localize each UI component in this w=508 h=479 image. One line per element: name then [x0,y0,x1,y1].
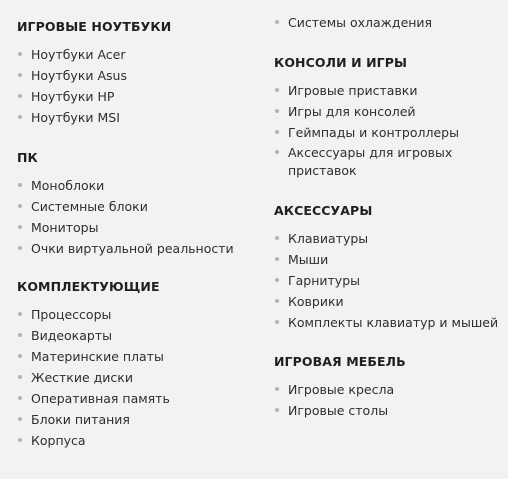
menu-item-label: Игры для консолей [288,104,416,119]
menu-item-processors[interactable] [17,304,170,325]
menu-item-monitors[interactable] [17,217,234,238]
menu-item-label: Блоки питания [31,412,130,427]
list-consoles [274,80,478,182]
menu-item-video-cards[interactable] [17,325,170,346]
bullet-icon [18,417,22,421]
menu-item-power-supplies[interactable] [17,409,170,430]
bullet-icon [275,257,279,261]
menu-item-label: Системные блоки [31,199,148,214]
menu-item-label: Оперативная память [31,391,170,406]
bullet-icon [275,20,279,24]
menu-item-laptops-msi[interactable] [17,107,171,128]
bullet-icon [18,354,22,358]
section-gaming-laptops [17,19,171,128]
menu-item-label: Ноутбуки MSI [31,110,120,125]
bullet-icon [18,183,22,187]
list-furniture [274,379,406,421]
menu-item-game-consoles[interactable] [274,80,478,101]
menu-item-laptops-hp[interactable] [17,86,171,107]
menu-item-label: Ноутбуки Asus [31,68,127,83]
bullet-icon [18,438,22,442]
menu-item-gaming-tables[interactable] [274,400,406,421]
menu-item-hard-drives[interactable] [17,367,170,388]
menu-item-keyboards[interactable] [274,228,498,249]
menu-item-label: Геймпады и контроллеры [288,125,459,140]
bullet-icon [18,375,22,379]
menu-item-label: Очки виртуальной реальности [31,241,234,256]
bullet-icon [275,299,279,303]
section-title-gaming-laptops[interactable]: ИГРОВЫЕ НОУТБУКИ [17,19,172,34]
menu-item-cases[interactable] [17,430,170,451]
menu-item-laptops-asus[interactable] [17,65,171,86]
list-cooling [274,12,432,33]
menu-item-gamepads[interactable] [274,122,478,143]
menu-item-label: Процессоры [31,307,112,322]
menu-item-label: Коврики [288,294,344,309]
section-title-consoles[interactable]: КОНСОЛИ И ИГРЫ [274,55,408,70]
menu-item-label: Игровые столы [288,403,389,418]
menu-item-label: Аксессуары для игровых приставок [288,145,453,178]
menu-item-label: Гарнитуры [288,273,360,288]
section-components [17,279,170,451]
menu-item-label: Ноутбуки Acer [31,47,126,62]
section-title-components[interactable]: КОМПЛЕКТУЮЩИЕ [17,279,160,294]
menu-item-ram[interactable] [17,388,170,409]
bullet-icon [275,150,279,154]
bullet-icon [18,115,22,119]
section-title-pc[interactable]: ПК [17,150,38,165]
bullet-icon [18,204,22,208]
list-accessories [274,228,498,333]
menu-item-label: Игровые приставки [288,83,418,98]
menu-item-mousepads[interactable] [274,291,498,312]
bullet-icon [275,109,279,113]
menu-item-cooling-systems[interactable] [274,12,432,33]
menu-item-laptops-acer[interactable] [17,44,171,65]
section-furniture [274,354,406,421]
menu-item-system-units[interactable] [17,196,234,217]
section-pc [17,150,234,259]
bullet-icon [18,333,22,337]
menu-item-motherboards[interactable] [17,346,170,367]
bullet-icon [18,225,22,229]
menu-item-console-games[interactable] [274,101,478,122]
section-title-furniture[interactable]: ИГРОВАЯ МЕБЕЛЬ [274,354,406,369]
section-cooling [274,12,432,33]
bullet-icon [18,246,22,250]
list-components [17,304,170,451]
menu-item-label: Ноутбуки HP [31,89,115,104]
bullet-icon [275,387,279,391]
menu-item-label: Мониторы [31,220,99,235]
menu-item-all-in-one[interactable] [17,175,234,196]
menu-item-label: Корпуса [31,433,86,448]
menu-item-headsets[interactable] [274,270,498,291]
menu-item-label: Мыши [288,252,329,267]
bullet-icon [18,94,22,98]
menu-item-keyboard-mouse-kits[interactable] [274,312,498,333]
menu-item-label: Клавиатуры [288,231,369,246]
menu-item-vr-glasses[interactable] [17,238,234,259]
section-consoles [274,55,478,182]
list-pc [17,175,234,259]
menu-item-gaming-chairs[interactable] [274,379,406,400]
bullet-icon [18,73,22,77]
bullet-icon [275,278,279,282]
menu-item-label: Игровые кресла [288,382,395,397]
bullet-icon [275,320,279,324]
bullet-icon [275,88,279,92]
menu-item-label: Видеокарты [31,328,112,343]
bullet-icon [18,396,22,400]
menu-item-label: Системы охлаждения [288,15,433,30]
menu-item-label: Жесткие диски [31,370,133,385]
menu-item-label: Комплекты клавиатур и мышей [288,315,499,330]
bullet-icon [18,52,22,56]
list-gaming-laptops [17,44,171,128]
menu-item-label: Моноблоки [31,178,105,193]
bullet-icon [18,312,22,316]
section-accessories [274,203,498,333]
bullet-icon [275,130,279,134]
menu-item-mice[interactable] [274,249,498,270]
bullet-icon [275,236,279,240]
menu-item-console-accessories[interactable] [274,143,478,182]
menu-item-label: Материнские платы [31,349,164,364]
bullet-icon [275,408,279,412]
section-title-accessories[interactable]: АКСЕССУАРЫ [274,203,373,218]
